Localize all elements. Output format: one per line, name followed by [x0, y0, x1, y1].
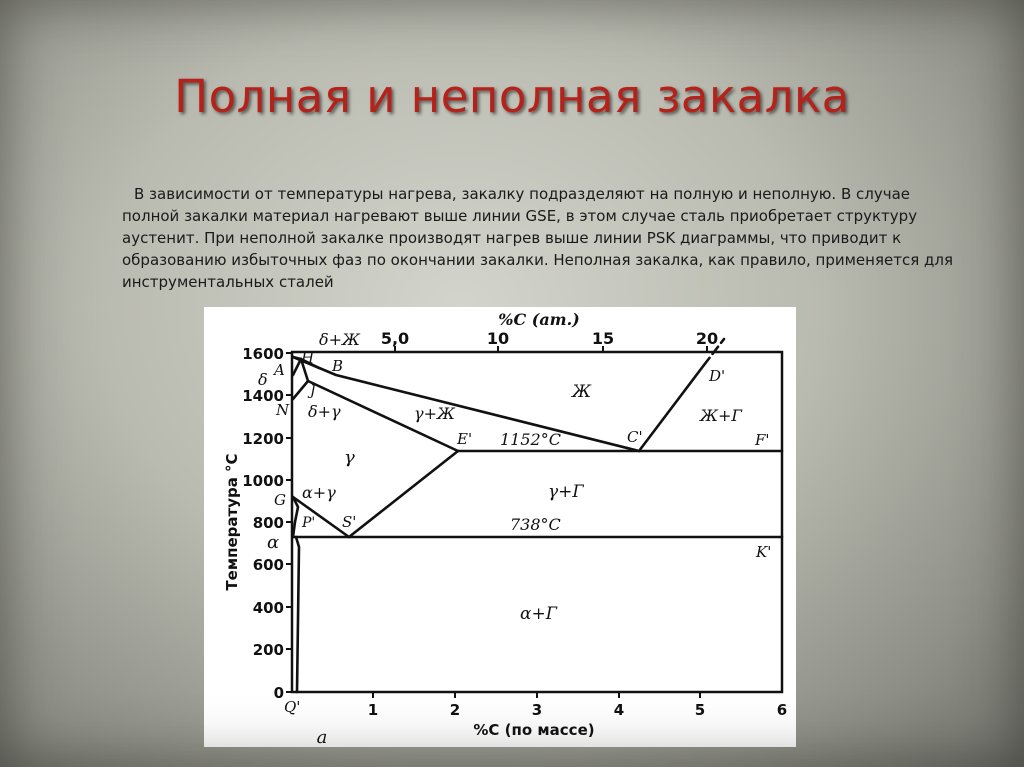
point-d-label: D' — [709, 367, 726, 385]
line-nh — [293, 359, 301, 375]
slide-body-text: В зависимости от температуры нагрева, закалку подразделяют на полную и неполную. В случае полной закалки материал нагревают выше линии GSE, в этом случае сталь приобретает структуру аустенит. При неполной закалке производят нагрев выше линии PSK диаграммы, что приводит к образованию избыточных фаз по окончании закалки. Неполная закалка, как правило, применяется для инструментальных сталей — [122, 185, 953, 291]
left-axis-labels — [242, 345, 284, 702]
delta-phase-label: δ — [258, 370, 268, 389]
line-es — [349, 451, 458, 537]
bottom-tick-5: 5 — [694, 701, 706, 719]
point-p-label: P' — [302, 515, 316, 531]
diagram-svg — [204, 307, 796, 747]
region-gamma-graphite: γ+Г — [548, 482, 584, 502]
point-n-label: N — [276, 401, 290, 419]
region-delta-gamma: δ+γ — [308, 402, 341, 421]
top-tick-5: 5,0 — [380, 329, 410, 348]
eutectic-temperature: 1152°C — [500, 430, 561, 449]
point-k-label: K' — [756, 543, 772, 561]
region-alpha-gamma: α+γ — [302, 483, 336, 502]
point-a-label: A — [274, 361, 285, 379]
top-tick-20: 20 — [695, 329, 719, 348]
region-labels — [302, 330, 743, 624]
figure-caption: а — [316, 727, 328, 747]
bottom-tick-6: 6 — [776, 701, 788, 719]
bottom-axis-label: %C (по массе) — [473, 721, 595, 739]
bottom-tick-4: 4 — [613, 701, 625, 719]
bottom-tick-1: 1 — [367, 701, 379, 719]
bottom-axis-labels — [368, 701, 787, 719]
point-c-label: C' — [627, 428, 643, 446]
point-e-label: E' — [457, 430, 473, 448]
left-tick-0: 0 — [273, 684, 284, 702]
region-alpha-graphite: α+Г — [520, 604, 557, 624]
point-b-label: B — [332, 357, 344, 375]
line-nj — [293, 381, 308, 399]
line-gp — [293, 497, 298, 537]
left-tick-1600: 1600 — [242, 345, 284, 363]
point-h-label: H — [301, 349, 315, 367]
top-axis-label: %C (ат.) — [498, 310, 580, 329]
bottom-tick-2: 2 — [449, 701, 461, 719]
eutectoid-temperature: 738°C — [510, 515, 561, 534]
line-pq — [296, 537, 299, 692]
region-liquid-graphite: Ж+Г — [700, 406, 742, 425]
region-liquid: Ж — [572, 382, 592, 402]
left-axis-label: Температура °C — [223, 453, 241, 591]
top-tick-10: 10 — [486, 329, 510, 348]
region-gamma-liquid: γ+Ж — [414, 404, 455, 423]
left-tick-200: 200 — [252, 641, 284, 659]
point-q-label: Q' — [284, 698, 301, 716]
left-tick-1000: 1000 — [242, 472, 284, 490]
iron-carbon-diagram — [204, 307, 796, 747]
left-tick-1200: 1200 — [242, 430, 284, 448]
left-tick-400: 400 — [252, 599, 284, 617]
point-f-label: F' — [755, 431, 770, 449]
top-tick-15: 15 — [591, 329, 615, 348]
left-tick-1400: 1400 — [242, 387, 284, 405]
left-tick-800: 800 — [252, 514, 284, 532]
slide-title: Полная и неполная закалка — [174, 70, 850, 123]
point-g-label: G — [274, 491, 286, 509]
alpha-phase-label: α — [267, 532, 280, 553]
bottom-tick-3: 3 — [531, 701, 543, 719]
left-tick-600: 600 — [252, 556, 284, 574]
point-s-label: S' — [342, 513, 357, 531]
region-delta-liquid: δ+Ж — [319, 330, 361, 349]
region-gamma: γ — [344, 447, 355, 468]
liquidus-cd — [639, 365, 704, 451]
point-j-label: J — [310, 383, 316, 399]
